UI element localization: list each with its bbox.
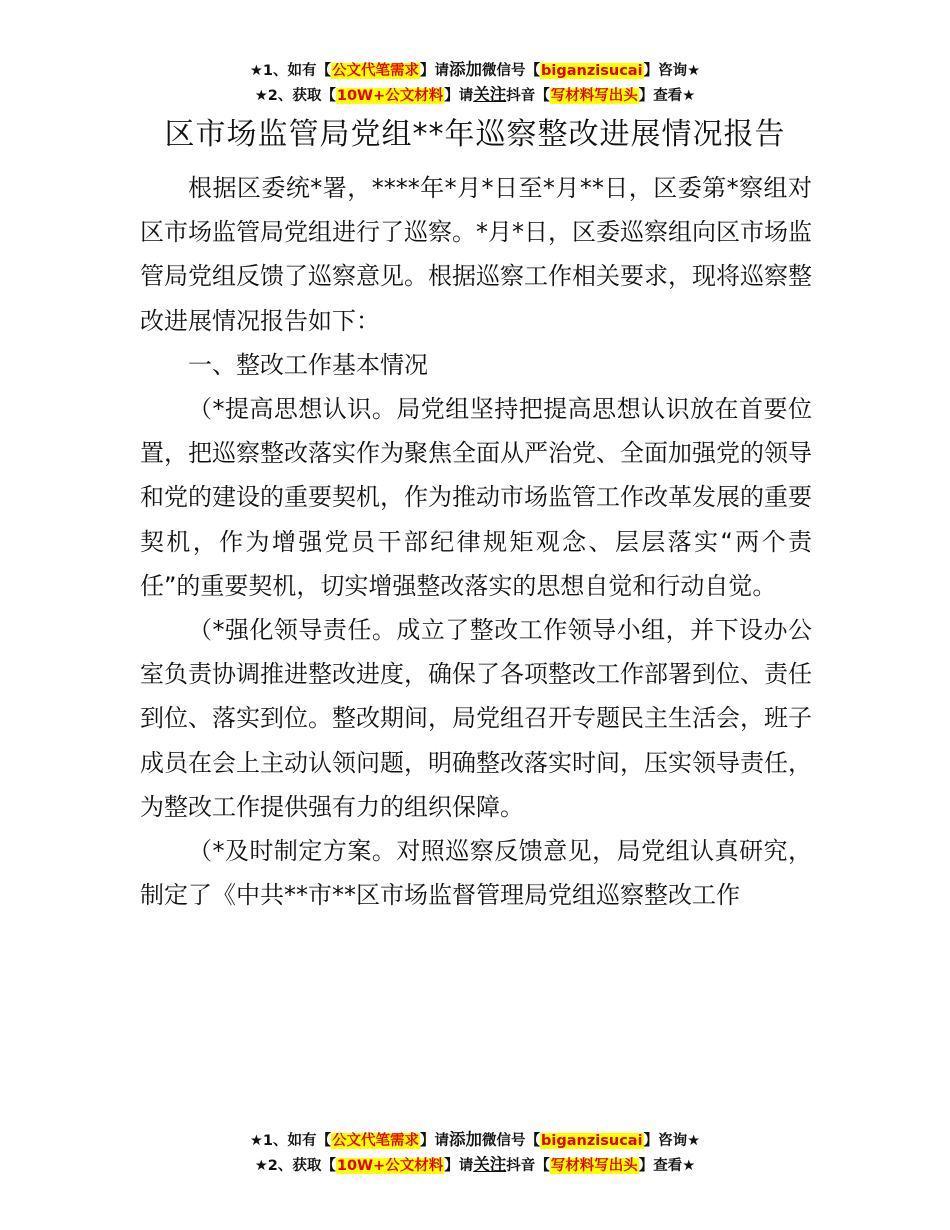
banner-emphasis: 添加 [449, 1130, 483, 1149]
paragraph: （*提高思想认识。局党组坚持把提高思想认识放在首要位置，把巡察整改落实作为聚焦全面从严治党、全面加强党的领导和党的建设的重要契机，作为推动市场监管工作改革发展的重要契机，作为增强党员干部纪律规矩观念、层层落实“两个责任”的重要契机，切实增强整改落实的思想自觉和行动自觉。 [140, 395, 812, 600]
banner-emphasis: 添加 [449, 60, 483, 79]
banner-text: 】查看★ [638, 1158, 696, 1174]
paragraph: （*强化领导责任。成立了整改工作领导小组，并下设办公室负责协调推进整改进度，确保了各项整改工作部署到位、责任到位、落实到位。整改期间，局党组召开专题民主生活会，班子成员在会上主动认领问题，明确整改落实时间，压实领导责任，为整改工作提供强有力的组织保障。 [140, 616, 812, 821]
banner-text: 】咨询★ [643, 63, 701, 79]
banner-highlight: biganzisucai [541, 1133, 643, 1149]
banner-highlight: biganzisucai [541, 63, 643, 79]
banner-highlight: 10W+公文材料 [336, 88, 444, 104]
banner-highlight: 写材料写出头 [550, 1158, 638, 1174]
banner-text: 】请 [444, 1158, 474, 1174]
banner-highlight: 10W+公文材料 [336, 1158, 444, 1174]
paragraph: （*及时制定方案。对照巡察反馈意见，局党组认真研究，制定了《中共**市**区市场监督管理局党组巡察整改工作 [140, 837, 812, 910]
document-title: 区市场监管局党组**年巡察整改进展情况报告 [164, 117, 786, 152]
banner-line-2 [0, 1153, 950, 1178]
banner-text: 抖音【 [506, 1158, 550, 1174]
document-body [140, 166, 812, 917]
footer-banner [0, 1128, 950, 1178]
banner-text: ★2、获取【 [254, 88, 336, 104]
banner-text: ★1、如有【 [249, 1133, 332, 1149]
banner-line-1 [0, 58, 950, 83]
header-banner [0, 58, 950, 108]
banner-line-2 [0, 83, 950, 108]
banner-text: 微信号【 [482, 63, 541, 79]
banner-text: ★1、如有【 [249, 63, 332, 79]
banner-text: 】请 [420, 63, 450, 79]
banner-highlight: 写材料写出头 [550, 88, 638, 104]
banner-emphasis: 关注 [473, 85, 507, 104]
banner-text: ★2、获取【 [254, 1158, 336, 1174]
banner-line-1 [0, 1128, 950, 1153]
banner-text: 】请 [444, 88, 474, 104]
banner-text: 抖音【 [506, 88, 550, 104]
banner-text: 】请 [420, 1133, 450, 1149]
paragraph-intro: 根据区委统*署，****年*月*日至*月**日，区委第*察组对区市场监管局党组进行了巡察。*月*日，区委巡察组向区市场监管局党组反馈了巡察意见。根据巡察工作相关要求，现将巡察整改进展情况报告如下： [140, 174, 812, 335]
banner-text: 】查看★ [638, 88, 696, 104]
section-heading: 一、整改工作基本情况 [188, 350, 428, 379]
banner-text: 微信号【 [482, 1133, 541, 1149]
banner-highlight: 公文代笔需求 [332, 1133, 420, 1149]
banner-emphasis: 关注 [473, 1155, 507, 1174]
banner-text: 】咨询★ [643, 1133, 701, 1149]
banner-highlight: 公文代笔需求 [332, 63, 420, 79]
